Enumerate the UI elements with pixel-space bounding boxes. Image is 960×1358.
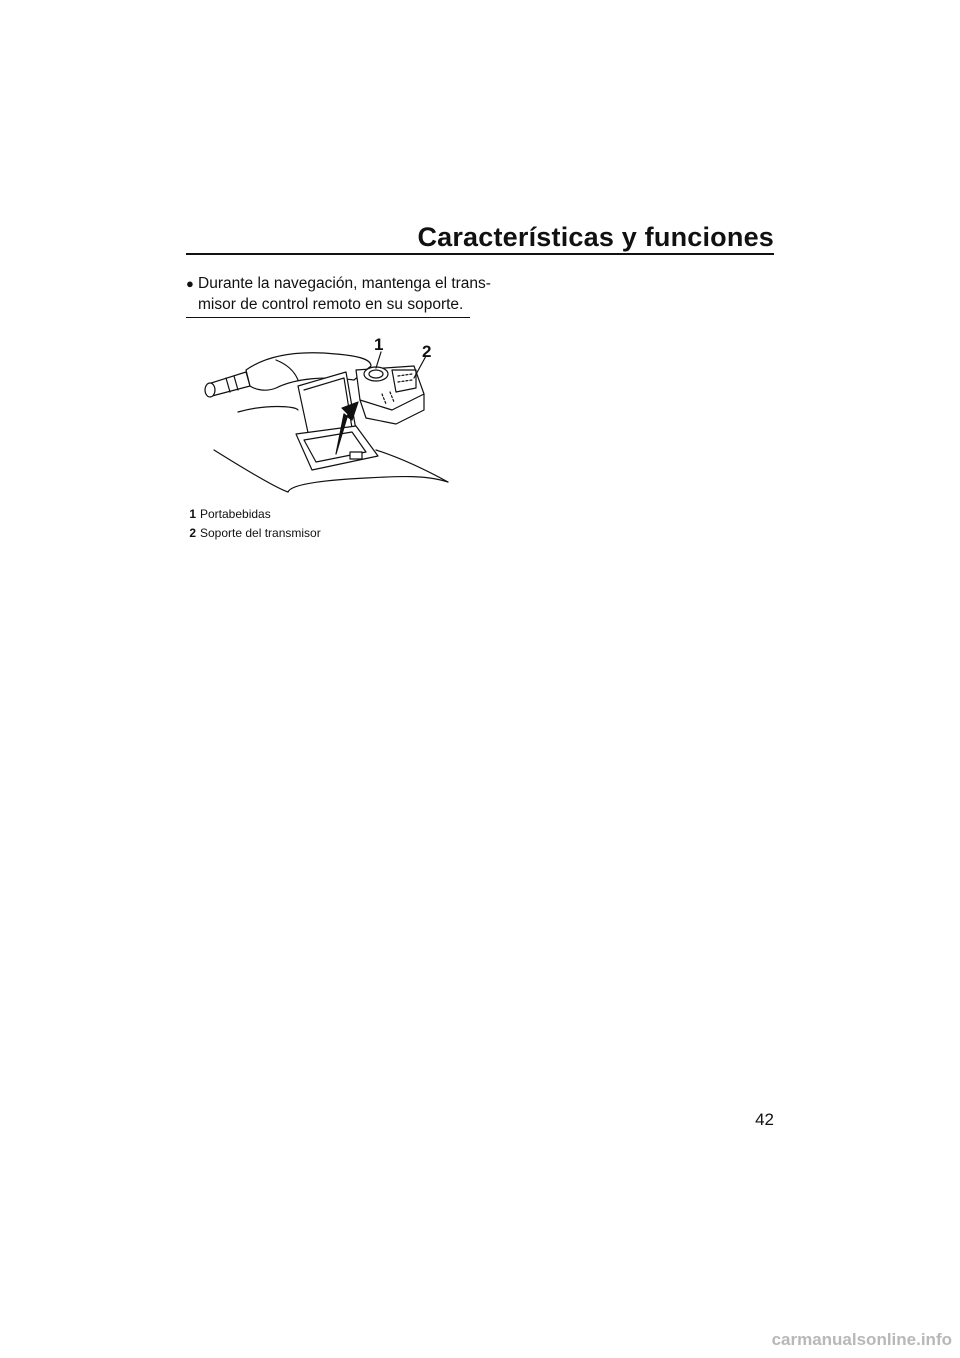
page-title: Características y funciones xyxy=(417,222,774,252)
callout-2: 2 xyxy=(422,342,432,361)
figure-legend xyxy=(186,505,321,543)
header-rule xyxy=(186,253,774,255)
page-number: 42 xyxy=(755,1110,774,1129)
legend-number: 2 xyxy=(189,526,196,540)
hull-line-upper xyxy=(238,407,298,413)
bullet-text-line-2: misor de control remoto en su soporte. xyxy=(198,296,464,313)
hull-line-lower xyxy=(214,450,288,492)
legend-label: Portabebidas xyxy=(200,507,271,521)
bullet-text-line-1: Durante la navegación, mantenga el trans- xyxy=(198,275,491,292)
bullet-icon: ● xyxy=(186,276,194,291)
section-rule xyxy=(186,317,470,318)
legend-number: 1 xyxy=(189,507,196,521)
legend-label: Soporte del transmisor xyxy=(200,526,321,540)
cup-holder xyxy=(364,367,388,381)
legend-item xyxy=(186,524,321,543)
grip-end xyxy=(205,383,215,397)
watermark: carmanualsonline.info xyxy=(771,1330,952,1349)
callout-1: 1 xyxy=(374,335,384,354)
bullet-item xyxy=(186,273,491,315)
legend-item xyxy=(186,505,321,524)
jetski-console-illustration xyxy=(186,330,470,500)
deck-curve xyxy=(288,477,448,492)
